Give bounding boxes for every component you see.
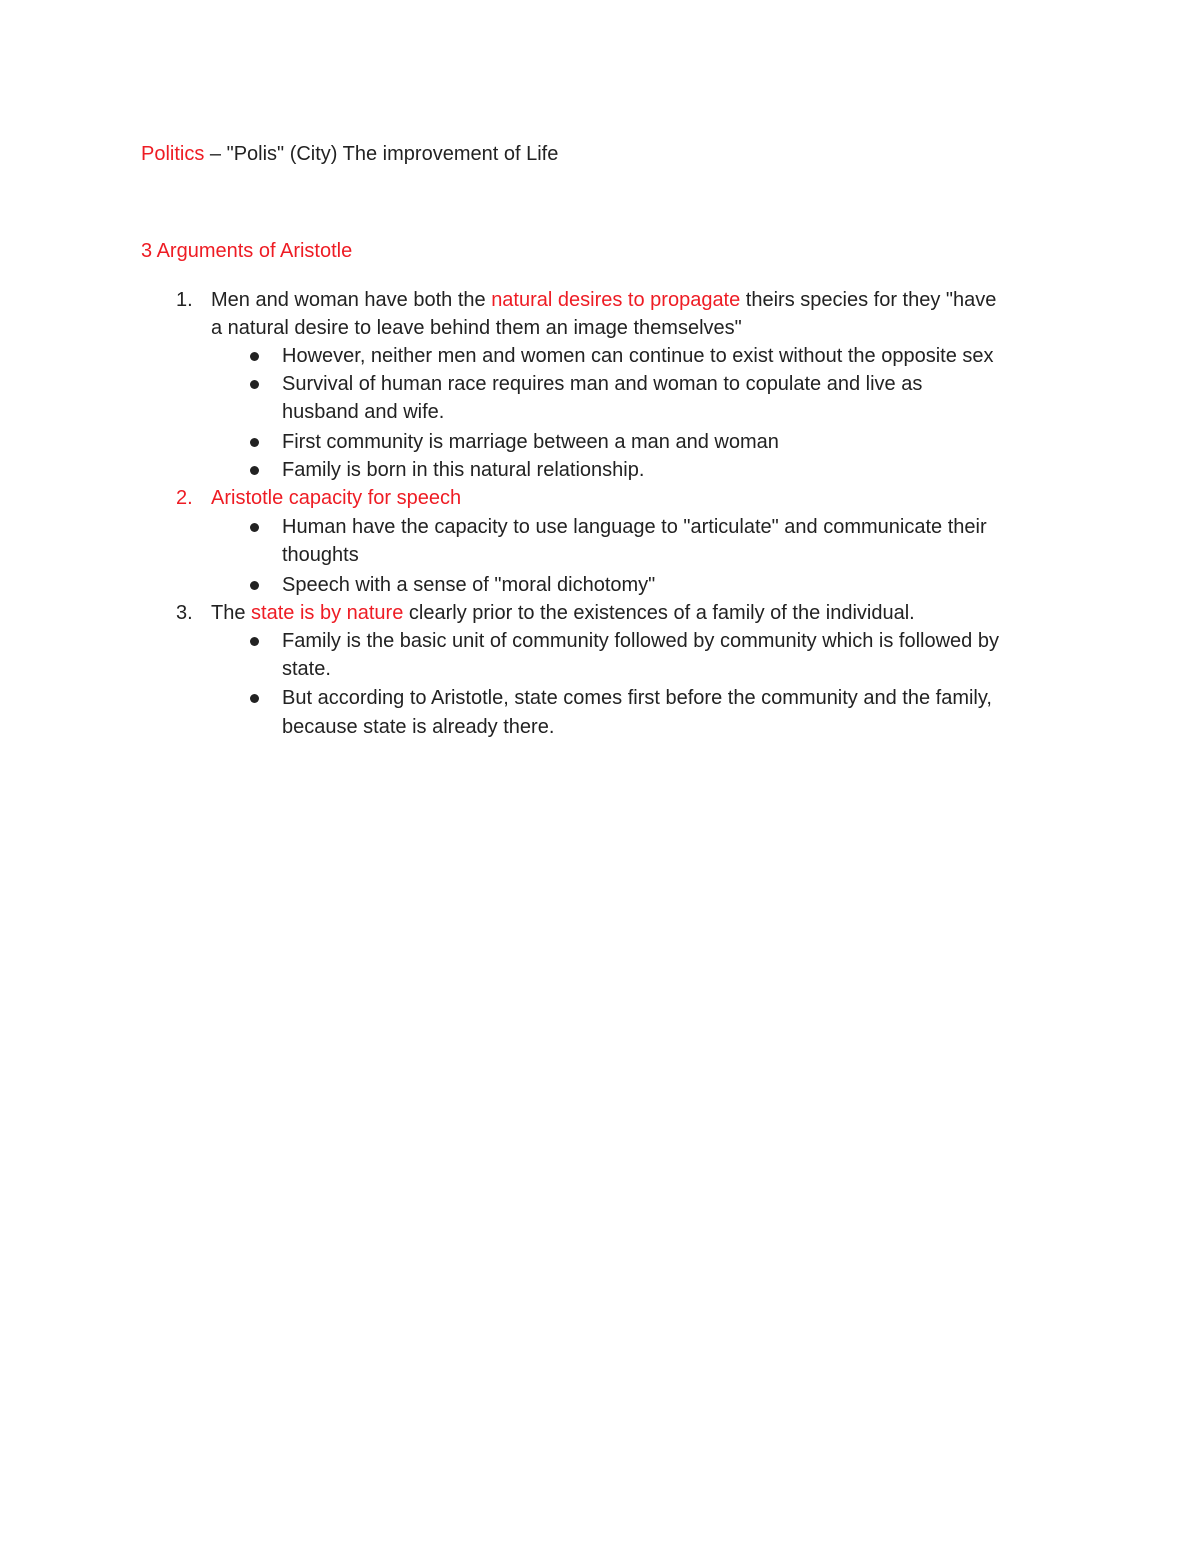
argument-3-line-1 xyxy=(211,601,915,625)
bullet-icon xyxy=(250,523,259,532)
argument-2-bullet-1-line-2: thoughts xyxy=(282,544,359,566)
argument-2-bullet-2: Speech with a sense of "moral dichotomy" xyxy=(282,574,656,596)
argument-1-bullet-3: First community is marriage between a man and woman xyxy=(282,431,779,453)
bullet-icon xyxy=(250,466,259,475)
argument-3-number: 3. xyxy=(176,602,193,624)
argument-2-number: 2. xyxy=(176,487,193,509)
argument-1-bullet-1: However, neither men and women can continue to exist without the opposite sex xyxy=(282,345,994,367)
politics-term: Politics xyxy=(141,143,205,165)
bullet-icon xyxy=(250,581,259,590)
bullet-icon xyxy=(250,352,259,361)
argument-1-text-post: theirs species for they "have xyxy=(740,289,997,311)
argument-1-bullet-2-line-2: husband and wife. xyxy=(282,401,445,423)
argument-3-bullet-1-line-1: Family is the basic unit of community followed by community which is followed by xyxy=(282,630,999,652)
argument-2-line-1: Aristotle capacity for speech xyxy=(211,487,462,509)
bullet-icon xyxy=(250,438,259,447)
argument-1-line-1 xyxy=(211,288,996,312)
argument-3-bullet-2-line-1: But according to Aristotle, state comes first before the community and the family, xyxy=(282,687,992,709)
argument-1-text-pre: Men and woman have both the xyxy=(211,289,492,311)
bullet-icon xyxy=(250,694,259,703)
argument-1-number: 1. xyxy=(176,289,193,311)
argument-1-bullet-2-line-1: Survival of human race requires man and woman to copulate and live as xyxy=(282,373,923,395)
argument-2-bullet-1-line-1: Human have the capacity to use language to "articulate" and communicate their xyxy=(282,516,987,538)
argument-3-text-post: clearly prior to the existences of a family of the individual. xyxy=(403,602,915,624)
politics-definition: – "Polis" (City) The improvement of Life xyxy=(204,143,559,165)
bullet-icon xyxy=(250,637,259,646)
argument-3-highlight: state is by nature xyxy=(251,602,404,624)
section-heading: 3 Arguments of Aristotle xyxy=(141,240,353,262)
argument-1-bullet-4: Family is born in this natural relationship. xyxy=(282,459,645,481)
argument-1-line-2: a natural desire to leave behind them an image themselves" xyxy=(211,317,742,339)
argument-3-bullet-2-line-2: because state is already there. xyxy=(282,716,555,738)
bullet-icon xyxy=(250,380,259,389)
title-line xyxy=(141,142,558,166)
argument-3-bullet-1-line-2: state. xyxy=(282,658,331,680)
argument-1-highlight: natural desires to propagate xyxy=(491,289,741,311)
argument-3-text-pre: The xyxy=(211,602,252,624)
